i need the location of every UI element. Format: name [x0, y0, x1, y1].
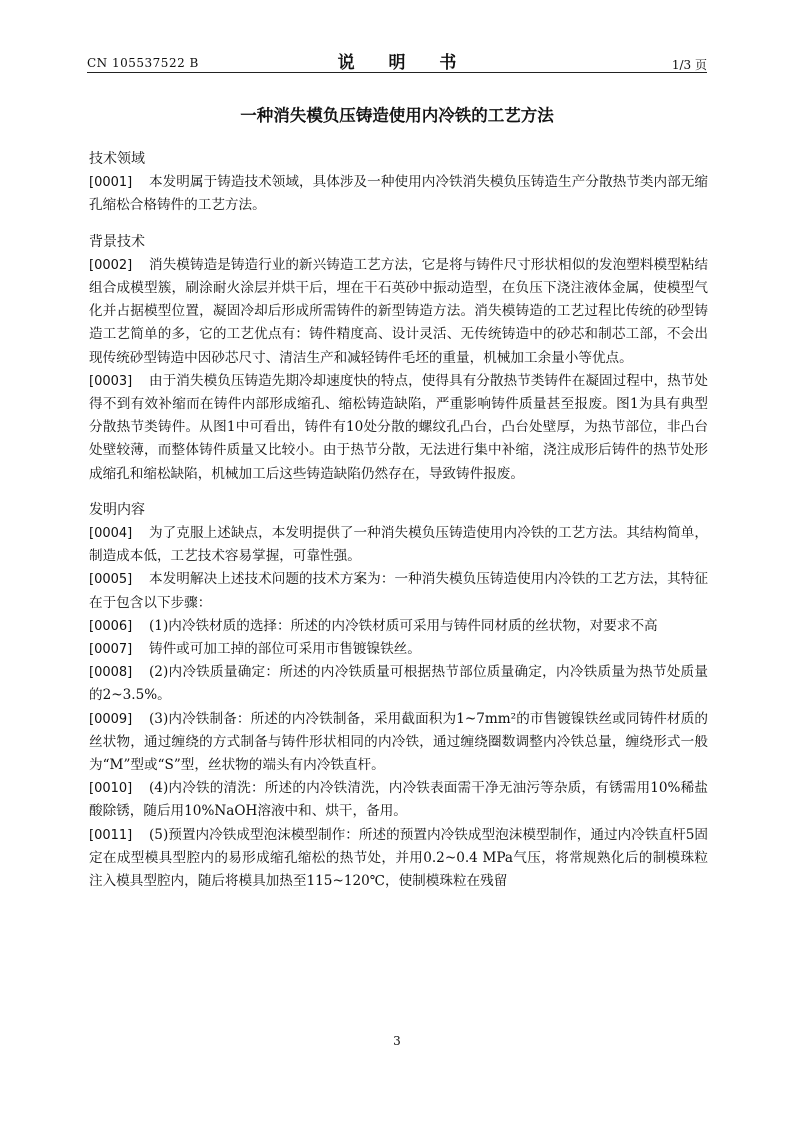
paragraph-number: [0005]: [89, 572, 133, 588]
paragraph-0009: [89, 708, 708, 778]
paragraph-number: [0008]: [89, 665, 133, 681]
paragraph-text: (2)内冷铁质量确定：所述的内冷铁质量可根据热节部位质量确定，内冷铁质量为热节处质量的2~3.5%。: [89, 664, 708, 704]
paragraph-text: 为了克服上述缺点，本发明提供了一种消失模负压铸造使用内冷铁的工艺方法。其结构简单，制造成本低，工艺技术容易掌握，可靠性强。: [89, 525, 708, 565]
page-header: [87, 48, 707, 72]
paragraph-text: (1)内冷铁材质的选择：所述的内冷铁材质可采用与铸件同材质的丝状物，对要求不高: [149, 617, 658, 634]
paragraph-text: 由于消失模负压铸造先期冷却速度快的特点，使得具有分散热节类铸件在凝固过程中，热节处得不到有效补缩而在铸件内部形成缩孔、缩松铸造缺陷，严重影响铸件质量甚至报废。图1为具有典型分散热节类铸件。从图1中可看出，铸件有10处分散的螺纹孔凸台，凸台处壁厚，为热节部位，非凸台处壁较薄，而整体铸件质量又比较小。由于热节分散，无法进行集中补缩，浇注成形后铸件的热节处形成缩孔和缩松缺陷，机械加工后这些铸造缺陷仍然存在，导致铸件报废。: [89, 372, 708, 482]
paragraph-number: [0006]: [89, 618, 133, 634]
section-heading-summary: 发明内容: [89, 501, 145, 518]
paragraph-number: [0007]: [89, 642, 133, 658]
paragraph-text: (5)预置内冷铁成型泡沫模型制作：所述的预置内冷铁成型泡沫模型制作，通过内冷铁直杆5固定在成型模具型腔内的易形成缩孔缩松的热节处，并用0.2~0.4 MPa气压，将常规熟化后的制模珠粒注入模具型腔内，随后将模具加热至115~120℃，使制模珠粒在残留: [89, 826, 708, 890]
document-body: [89, 148, 708, 893]
paragraph-number: [0004]: [89, 526, 133, 542]
section-heading-technical-field: 技术领域: [89, 151, 145, 167]
paragraph-text: 本发明解决上述技术问题的技术方案为：一种消失模负压铸造使用内冷铁的工艺方法，其特征在于包含以下步骤：: [89, 571, 708, 611]
publication-number: CN 105537522 B: [87, 56, 199, 70]
paragraph-text: (3)内冷铁制备：所述的内冷铁制备，采用截面积为1~7mm²的市售镀镍铁丝或同铸件材质的丝状物，通过缠绕的方式制备与铸件形状相同的内冷铁，通过缠绕圈数调整内冷铁总量，缠绕形式一般为“M”型或“S”型，丝状物的端头有内冷铁直杆。: [89, 710, 708, 774]
page-number: 3: [393, 1034, 401, 1048]
paragraph-number: [0002]: [89, 257, 133, 273]
paragraph-number: [0009]: [89, 711, 133, 727]
paragraph-0004: [89, 522, 708, 568]
paragraph-0006: [89, 615, 708, 638]
header-divider: [87, 72, 707, 73]
paragraph-text: 本发明属于铸造技术领域，具体涉及一种使用内冷铁消失模负压铸造生产分散热节类内部无缩孔缩松合格铸件的工艺方法。: [89, 174, 708, 214]
paragraph-number: [0010]: [89, 781, 133, 797]
page-indicator: 1/3 页: [671, 58, 707, 72]
paragraph-number: [0011]: [89, 827, 133, 843]
paragraph-number: [0003]: [89, 373, 133, 389]
document-title: 一种消失模负压铸造使用内冷铁的工艺方法: [240, 106, 554, 125]
paragraph-0011: [89, 824, 708, 894]
paragraph-0005: [89, 568, 708, 614]
paragraph-0002: [89, 254, 708, 370]
paragraph-text: (4)内冷铁的清洗：所述的内冷铁清洗，内冷铁表面需干净无油污等杂质，有锈需用10%稀盐酸除锈，随后用10%NaOH溶液中和、烘干，备用。: [89, 780, 708, 820]
paragraph-0003: [89, 370, 708, 486]
paragraph-number: [0001]: [89, 175, 133, 191]
paragraph-text: 消失模铸造是铸造行业的新兴铸造工艺方法，它是将与铸件尺寸形状相似的发泡塑料模型粘结组合成模型簇，刷涂耐火涂层并烘干后，埋在干石英砂中振动造型，在负压下浇注液体金属，使模型气化并占据模型位置，凝固冷却后形成所需铸件的新型铸造方法。消失模铸造的工艺过程比传统的砂型铸造工艺简单的多，它的工艺优点有：铸件精度高、设计灵活、无传统铸造中的砂芯和制芯工部，不会出现传统砂型铸造中因砂芯尺寸、清洁生产和减轻铸件毛坯的重量，机械加工余量小等优点。: [89, 256, 708, 366]
document-type: 说 明 书: [337, 53, 471, 73]
paragraph-0001: [89, 171, 708, 217]
section-heading-background: 背景技术: [89, 233, 145, 250]
paragraph-0010: [89, 777, 708, 823]
paragraph-text: 铸件或可加工掉的部位可采用市售镀镍铁丝。: [149, 641, 421, 658]
paragraph-0008: [89, 661, 708, 707]
paragraph-0007: [89, 638, 708, 661]
